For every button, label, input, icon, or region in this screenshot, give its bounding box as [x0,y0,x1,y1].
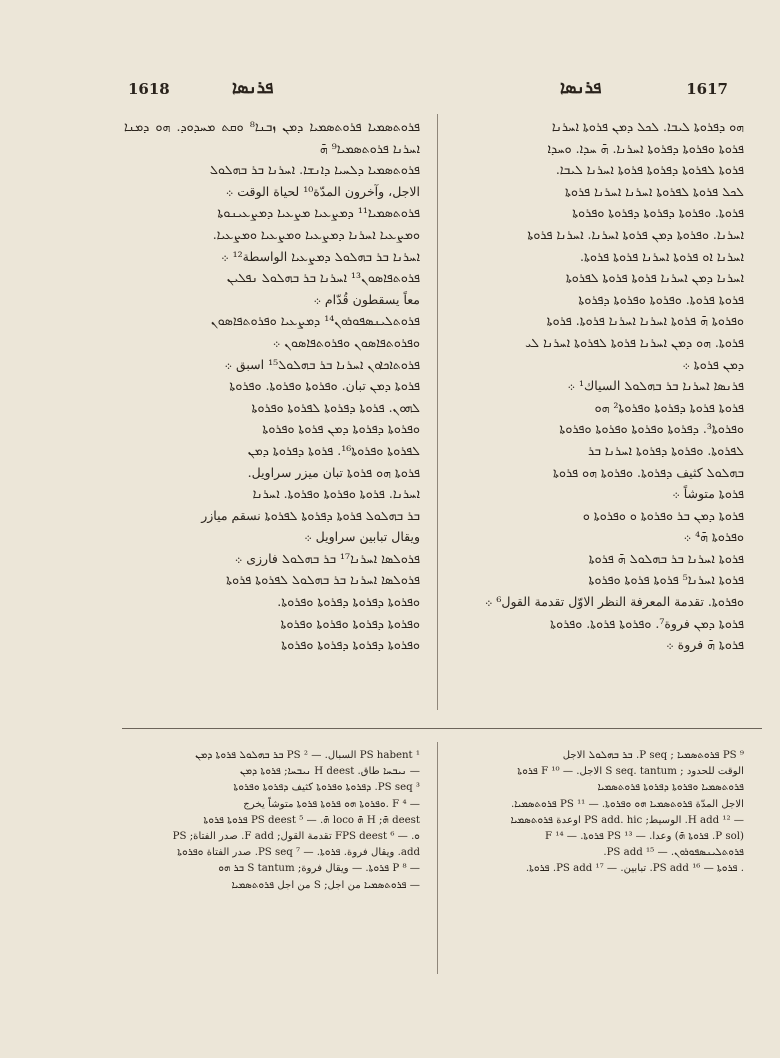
left-running-head: ܦܪܢܣܐ [232,78,274,98]
column-divider [437,114,438,710]
right-text-column: ܗܘ ܕܦܪܘܬܐ ܠܝܒܐ. ܠܟܠ ܕܡܢ ܦܪܘܬܐ ܐܚܪܢܐ ܦܪܘܬܐ ܘܦܪܘܬܐ ܕܦܪܘܬܐ ܐܚܪܢܐ. ܗ̄ ܚܕܐ. ܘܚܕܐ ܦܪܘܬܐ ܠܦܪܘܬܐ ܕܦܪܘܬܐ ܦܪܘܬܐ ܐܚܪܢܐ ܠܝܒܐ. ܠܟܠ ܦܪܘܬܐ ܠܦܪܘܬܐ ܐܚܪܢܐ ܐܚܪܢܐ ܦܪܘܬܐ ܦܪܘܬܐ. ܘܦܪܘܬܐ ܕܦܪܘܬܐ ܕܦܪܘܬܐ ܘܦܪܘܬܐ ܐܚܪܢܐ. ܘܦܪܘܬܐ ܕܡܢ ܦܪܘܬܐ ܐܚܪܢܐ. ܐܚܪܢܐ ܦܪܘܬܐ ܐܚܪܢܐ ܐܘ ܦܪܘܬܐ ܐܚܪܢܐ ܦܪܘܬܐ ܦܪܘܬܐ. ܐܚܪܢܐ ܕܡܢ ܐܚܪܢܐ ܦܪܘܬܐ ܦܪܘܬܐ ܠܦܪܘܬܐ ܦܪܘܬܐ ܦܪܘܬܐ. ܘܦܪܘܬܐ ܘܦܪܘܬܐ ܕܦܪܘܬܐ ܘܦܪܘܬܐ ܗ̄ ܦܪܘܬܐ ܐܚܪܢܐ ܐܚܪܢܐ ܦܪܘܬܐ. ܦܪܘܬܐ ܦܪܘܬܐ. ܗܘ ܕܡܢ ܐܚܪܢܐ ܦܪܘܬܐ ܠܦܪܘܬܐ ܐܚܪܢܐ ܠܝ ܕܡܢ ܦܪܘܬܐ ܀ ܦܪܢܣܐ ܐܚܪܢܐ ܒܪ ܒܗܠܘܠ السياك¹ ܀ ܦܪܘܬܐ ܦܪܘܬܐ ܕܦܪܘܬܐ ܘܦܪܘܬܐ² ܗܘ ܘܦܪܘܬܐ³. ܕܦܪܘܬܐ ܘܦܪܘܬܐ ܘܦܪܘܬܐ ܘܦܪܘܬܐ ܠܦܪܘܬܐ. ܘܦܪܘܬܐ ܕܦܪܘܬܐ ܐܚܪܢܐ ܒܪ ܒܗܠܘܠ كثيف ܕܦܪܘܬܐ. ܘܦܪܘܬܐ ܗܘ ܦܪܘܬܐ ܦܪܘܬܐ متوشاً ܀ ܦܪܘܬܐ ܕܡܢ ܒܪ ܘܦܪܘܬܐ ܘ ܘܦܪܘܬܐ ܘ ܘܦܪܘܬܐ ܗ̄⁴ ܀ ܦܪܘܬܐ ܐܚܪܢܐ ܒܪ ܒܗܠܘܠ ܗ̄ ܦܪܘܬܐ ܦܪܘܬܐ ܐܚܪܢܐ⁵ ܦܪܘܬܐ ܦܪܘܬܐ ܘܦܪܘܬܐ ܘܦܪܘܬܐ. تقدمة المعرفة النظر الاوّل تقدمة القول⁶ ܀ ܦܪܘܬܐ ܕܡܢ فروة⁷. ܘܦܪܘܬܐ ܦܪܘܬܐ. ܘܦܪܘܬܐ ܦܪܘܬܐ ܗ̄ فروة ܀ [484,119,744,653]
left-footnotes: ¹ PS habent السبال. — ² PS ܒܪ ܒܗܠܘܠ ܦܪܘܬܐ ܕܡܢ — ܢܝܒܚܐ طاق. H deest ܢܝܒܚܐ; ܦܪܘܬܐ ܕܡܢ ³ PS seq. ܕܦܪܘܬܐ ܘܦܪܘܬܐ كثيف ܕܦܪܘܬܐ ܘܦܪܘܬܐ — ⁴ F .ܘܦܪܘܬܐ ܗܘ ܦܪܘܬܐ ܦܪܘܬܐ متوشاً يخرج deest ܗ̄; H ܗ̄ loco ܗ̄. — ⁵ PS deest ܦܪܘܬܐ ܦܪܘܬܐ ܘ. — ⁶ FPS deest تقدمة القول; F add. صدر الفتاة; PS add. ويقال فروة. ܦܪܘܬܐ. — ⁷ PS seq. صدر الفتاة ܘܦܪܘܬܐ — ⁸ P ܦܪܘܬܐ. — ويقال فروة; S tantum ܒܪ ܗܘ — ܦܪܘܬܣܡܝܐ من اجل; S من اجل ܦܪܘܬܣܡܝܐ [172,750,420,891]
right-running-head: ܦܪܢܣܐ [560,78,602,98]
right-footnotes: ⁹ PS ܦܪܘܬܣܡܝܐ ; P seq. ܒܪ ܒܗܠܘܠ الاجل الوقت للحدود ; S seq. tantum الاجل. — ¹⁰ F ܦܪܘܬܐ ܦܪܘܬܣܡܝܐ ܘܦܪܘܬܐ ܕܦܪܘܬܐ ܦܪܘܬܣܡܝܐ الاجل المدّة ܦܪܘܬܣܡܝܐ ܗܘ ܘܦܪܘܬܐ. — ¹¹ PS ܦܪܘܬܣܡܝܐ. — ¹² H add. الوسيط; PS add. hic اوعدة ܦܪܘܬܣܡܝܐ (P sol. ܦܪܘܬܐ ܗ̄) وعدا. — ¹³ PS ܦܪܘܬܐ. — ¹⁴ F ܦܪܘܬܠܝܢܣܦܘܪܘܢ. — ¹⁵ PS add. . ܦܪܘܬܐ — ¹⁶ PS add. تبابين. — ¹⁷ PS add. ܦܪܘܬܐ. [510,750,744,875]
right-page-number: 1617 [686,80,728,98]
left-page-number: 1618 [128,80,170,98]
footnote-separator [122,728,762,729]
left-text-column: ܦܪܘܬܣܡܝܐ ܦܪܘܬܣܡܝܐ ܕܡܢ ܙܒܢܐ⁸ ܘܩܬ ܡܚܕܘܕ. ܗܘ ܕܡܢܐ ܐܚܪܢܐ ܦܪܘܬܣܡܝܐ⁹ ܗ̄ ܦܪܘܬܣܡܝܐ ܕܠܚܝܐ ܕܐܢܫܐ. ܐܚܪܢܐ ܒܪ ܒܗܠܘܠ الاجل، وآخرون المدّة¹⁰ لحياة الوقت ܀ ܦܪܘܬܣܡܝܐ¹¹ ܕܡܨܥܝܐ ܡܨܥܝܐ ܕܡܨܥܝܢܘܬܐ ܘܡܨܥܝܐ ܐܚܪܢܐ ܕܡܨܥܝܐ ܘܡܨܥܝܐ ܘܡܨܥܝܐ. ܐܚܪܢܐ ܒܪ ܒܗܠܘܠ ܕܡܨܥܝܐ الواسطة¹² ܀ ܦܪܘܬܦܐܣܘܢ¹³ ܐܚܪܢܐ ܒܪ ܒܗܠܘܠ ܢܦܠܝܢ معاً يسقطون قُدّام ܀ ܦܪܘܬܠܝܢܣܦܘܪܘܢ¹⁴ ܕܡܨܥܝܐ ܘܦܪܘܬܦܐܣܘܢ ܘܦܪܘܬܦܐܣܘܢ ܘܦܪܘܬܦܐܣܘܢ ܀ ܦܪܘܬܐܟܐܘܢ ܐܚܪܢܐ ܒܪ ܒܗܠܘܠ¹⁵ اسبق ܀ ܦܪܘܬܐ ܕܡܢ تبان. ܘܦܪܘܬܐ ܘܦܪܘܬܐ. ܘܦܪܘܬܐ ܠܗܘܢ. ܦܪܘܬܐ ܕܦܪܘܬܐ ܠܦܪܘܬܐ ܘܦܪܘܬܐ ܘܦܪܘܬܐ ܕܦܪܘܬܐ ܕܡܢ ܦܪܘܬܐ ܘܦܪܘܬܐ ܠܦܪܘܬܐ ܘܦܪܘܬܐ¹⁶. ܦܪܘܬܐ ܕܦܪܘܬܐ ܕܡܢ ܦܪܘܬܐ ܗܘ ܦܪܘܬܐ تبان ميزر سراويل. ܐܚܪܢܐ. ܦܪܘܬܐ ܘܦܪܘܬܐ ܘܦܪܘܬܐ. ܐܚܪܢܐ ܒܪ ܒܗܠܘܠ ܦܪܘܬܐ ܕܦܪܘܬܐ ܠܦܪܘܬܐ نسقم ميازر ويقال تبابين سراويل ܀ ܦܪܘܠܣܐ ܐܚܪܢܐ¹⁷ ܒܪ ܒܗܠܘܠ فارزى ܀ ܦܪܘܠܣܐ ܐܚܪܢܐ ܒܪ ܒܗܠܘܠ ܠܦܪܘܬܐ ܦܪܘܬܐ ܘܦܪܘܬܐ ܕܦܪܘܬܐ ܕܦܪܘܬܐ ܘܦܪܘܬܐ. ܘܦܪܘܬܐ ܕܦܪܘܬܐ ܘܦܪܘܬܐ ܘܦܪܘܬܐ ܘܦܪܘܬܐ ܕܦܪܘܬܐ ܕܦܪܘܬܐ ܘܦܪܘܬܐ [124,119,420,653]
footnote-column-divider [437,742,438,974]
